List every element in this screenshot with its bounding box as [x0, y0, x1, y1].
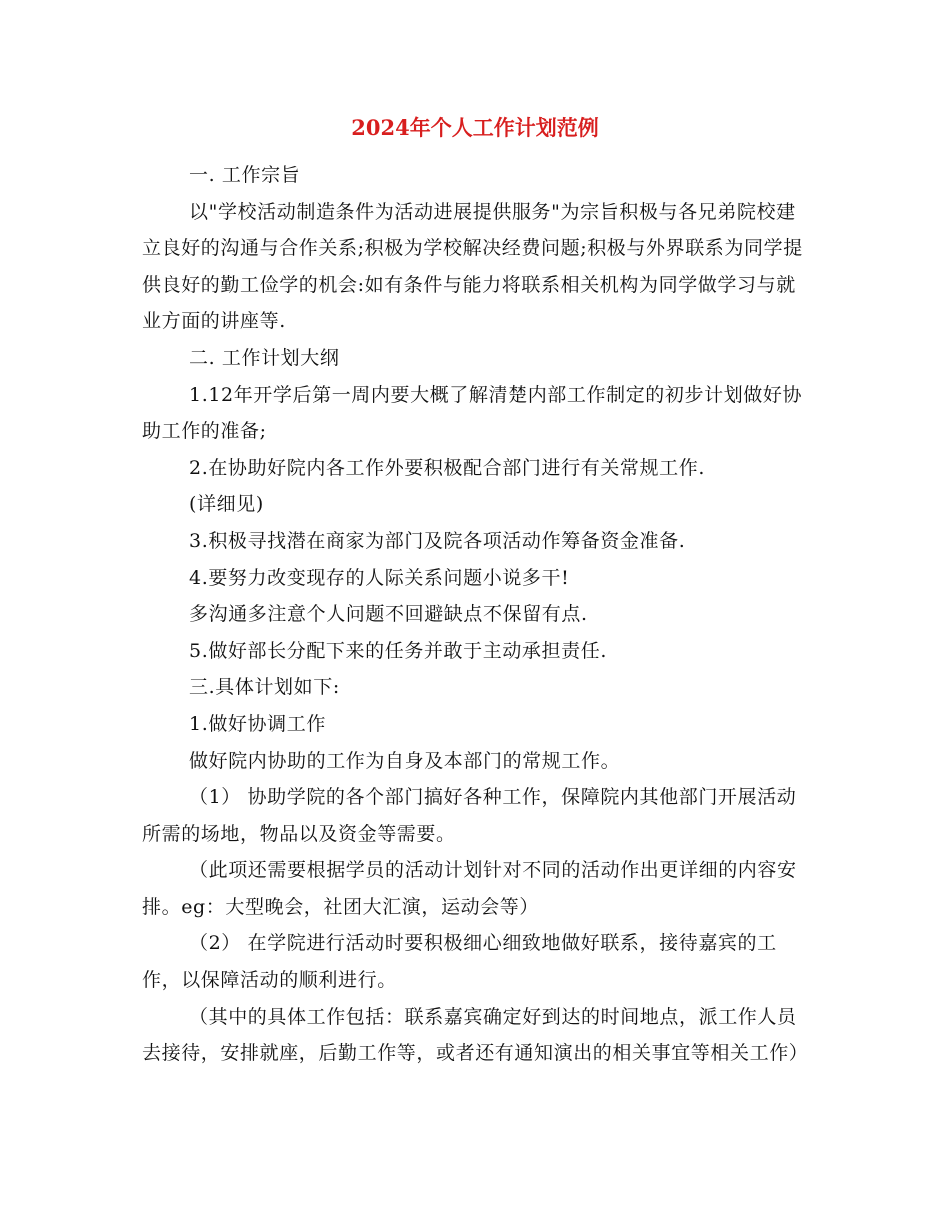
section-heading-purpose: 一. 工作宗旨 — [189, 164, 301, 186]
outline-item-4: 4.要努力改变现存的人际关系问题小说多干! — [189, 566, 570, 589]
section-heading-plan: 三.具体计划如下: — [189, 676, 340, 699]
outline-item-2: 2.在协助好院内各工作外要积极配合部门进行有关常规工作. — [189, 456, 705, 479]
paragraph-sub-1: （1） 协助学院的各个部门搞好各种工作，保障院内其他部门开展活动所需的场地，物品以及资金等需要。 — [142, 786, 797, 845]
section-heading-outline: 二. 工作计划大纲 — [189, 346, 340, 369]
document-title: 2024年个人工作计划范例 — [351, 115, 599, 140]
outline-item-1: 1.12年开学后第一周内要大概了解清楚内部工作制定的初步计划做好协助工作的准备; — [142, 383, 803, 443]
paragraph-sub-2-note: （其中的具体工作包括：联系嘉宾确定好到达的时间地点，派工作人员去接待，安排就座，后勤工作等，或者还有通知演出的相关事宜等相关工作） — [142, 1005, 809, 1065]
outline-item-2-note: (详细见) — [189, 493, 264, 516]
outline-item-5: 5.做好部长分配下来的任务并敢于主动承担责任. — [189, 639, 607, 662]
outline-item-3: 3.积极寻找潜在商家为部门及院各项活动作筹备资金准备. — [189, 529, 686, 552]
document-body — [142, 157, 812, 1072]
paragraph-sub-1-note: （此项还需要根据学员的活动计划针对不同的活动作出更详细的内容安排。eg：大型晚会，社团大汇演，运动会等） — [142, 859, 797, 918]
paragraph-purpose: 以"学校活动制造条件为活动进展提供服务"为宗旨积极与各兄弟院校建立良好的沟通与合作关系;积极为学校解决经费问题;积极与外界联系为同学提供良好的勤工俭学的机会:如有条件与能力将联系相关机构为同学做学习与就业方面的讲座等. — [142, 200, 803, 333]
plan-item-coordination: 1.做好协调工作 — [189, 712, 326, 735]
outline-item-4-detail: 多沟通多注意个人问题不回避缺点不保留有点. — [189, 603, 588, 626]
paragraph-coordination: 做好院内协助的工作为自身及本部门的常规工作。 — [189, 749, 621, 772]
paragraph-sub-2: （2） 在学院进行活动时要积极细心细致地做好联系，接待嘉宾的工作，以保障活动的顺利进行。 — [142, 932, 777, 992]
